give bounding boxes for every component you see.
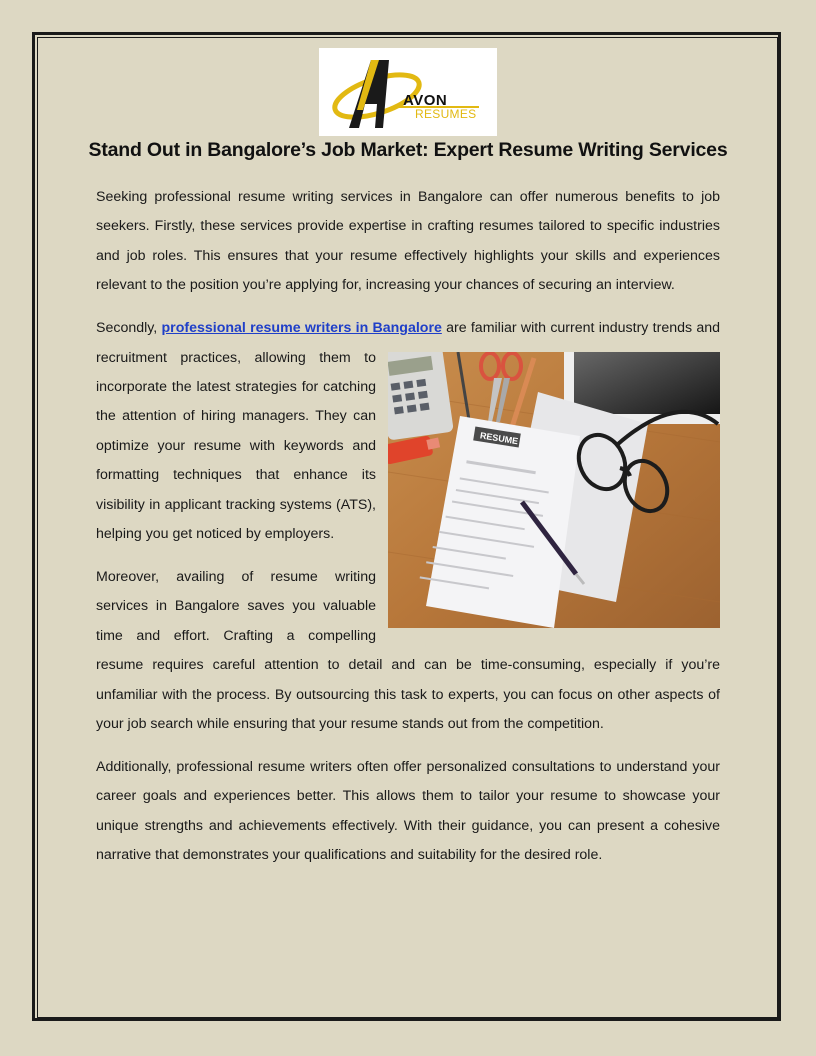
avon-resumes-logo (319, 48, 497, 136)
paragraph-2 (96, 314, 720, 549)
resume-desk-image (388, 352, 720, 628)
resume-desk-photo (388, 352, 720, 628)
paragraph-2-rest: are familiar with current industry trends and recruitment practices, allowing them to incorporate the latest strategies for catching the attention of hiring managers. They can optimize your resume with keywords and formatting techniques that enhance its visibility in applicant tracking systems (ATS), helping you get noticed by employers. (96, 320, 721, 542)
logo-text-resumes: RESUMES (415, 107, 477, 121)
paragraph-1: Seeking professional resume writing services in Bangalore can offer numerous benefits to job seekers. Firstly, these services provide expertise in crafting resumes tailored to specific industries and job roles. This ensures that your resume effectively highlights your skills and experiences relevant to the position you’re applying for, increasing your chances of securing an interview. (96, 189, 720, 294)
paragraph-4: Additionally, professional resume writers often offer personalized consultations to understand your career goals and experiences better. This allows them to tailor your resume to showcase your unique strengths and achievements effectively. With their guidance, you can present a cohesive narrative that demonstrates your qualifications and suitability for the desired role. (96, 758, 720, 864)
photo-resume-heading: RESUME (479, 429, 519, 446)
logo-text-avon: AVON (403, 92, 448, 109)
article-body (96, 183, 720, 884)
paragraph-3: Moreover, availing of resume writing services in Bangalore saves you valuable time and effort. Crafting a compelling resume requires careful attention to detail and can be time-consuming, especially if you’re unfamiliar with the process. By outsourcing this task to experts, you can focus on other aspects of your job search while ensuring that your resume stands out from the competition. (96, 568, 720, 732)
paragraph-2-intro: Secondly, (96, 320, 162, 337)
resume-writers-link[interactable]: professional resume writers in Bangalore (161, 320, 442, 337)
calculator-icon (388, 352, 454, 441)
page-title: Stand Out in Bangalore’s Job Market: Expert Resume Writing Services (88, 139, 728, 161)
